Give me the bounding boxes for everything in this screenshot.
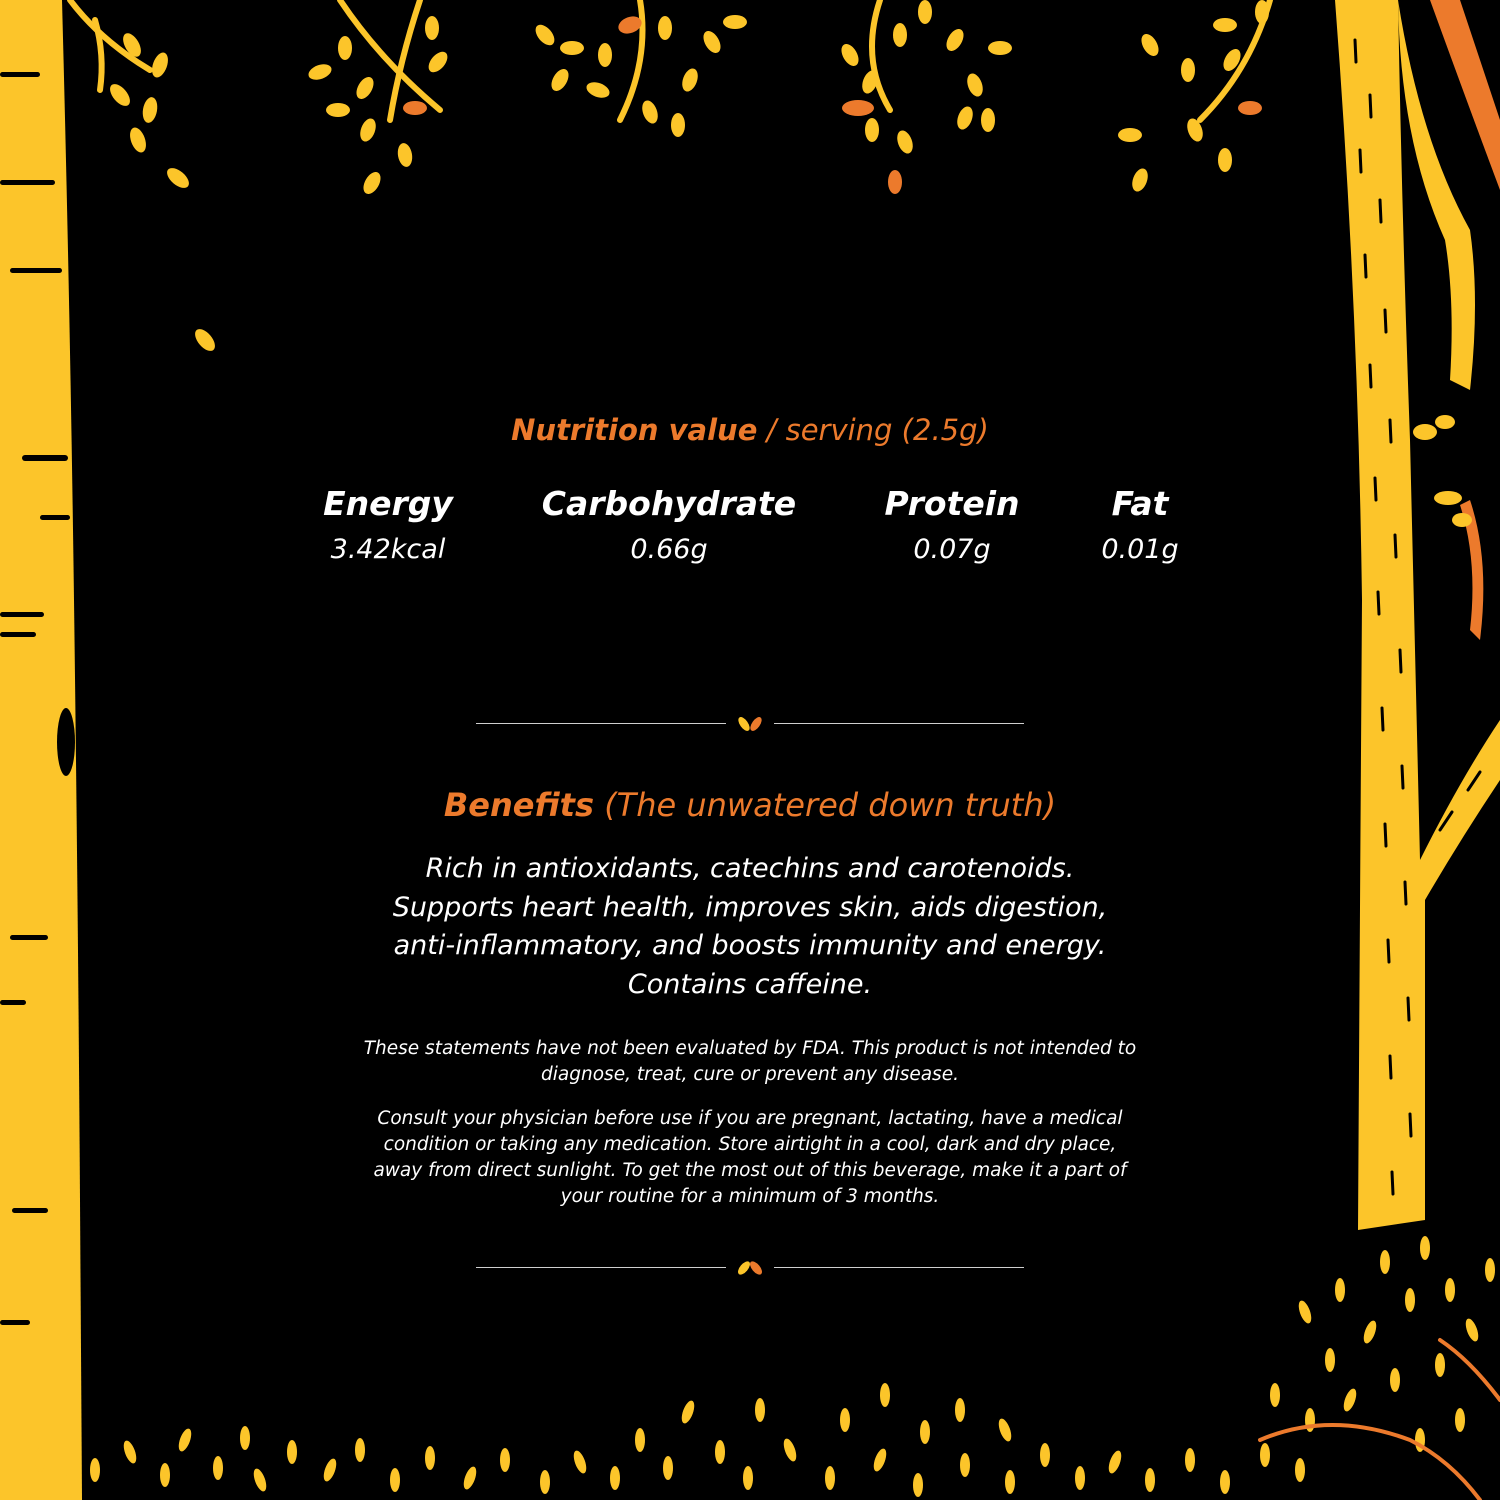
benefits-heading — [0, 784, 1500, 826]
fda-disclaimer — [300, 1036, 1200, 1088]
nutrition-label: Fat — [1111, 484, 1169, 523]
disclaimer-line: These statements have not been evaluated by FDA. This product is not intended to — [363, 1038, 1137, 1059]
divider-line — [774, 723, 1024, 724]
benefits-heading-strong: Benefits — [443, 786, 595, 824]
benefits-text — [300, 850, 1200, 1004]
nutrition-label: Energy — [323, 484, 453, 523]
benefits-line: Contains caffeine. — [627, 968, 873, 1000]
advice-line: your routine for a minimum of 3 months. — [560, 1186, 940, 1207]
nutrition-heading — [0, 412, 1500, 448]
divider-line — [774, 1267, 1024, 1268]
nutrition-value: 0.66g — [630, 534, 708, 565]
benefits-line: anti-inflammatory, and boosts immunity and energy. — [393, 930, 1107, 961]
nutrition-label: Protein — [884, 484, 1020, 523]
usage-advice — [300, 1106, 1200, 1210]
nutrition-heading-strong: Nutrition value — [511, 413, 758, 447]
advice-line: Consult your physician before use if you are pregnant, lactating, have a medical — [377, 1108, 1123, 1129]
nutrition-heading-rest: / serving (2.5g) — [757, 413, 989, 447]
leaf-divider-icon — [734, 1258, 766, 1278]
nutrition-item-energy — [238, 484, 538, 568]
advice-line: condition or taking any medication. Store airtight in a cool, dark and dry place, — [383, 1134, 1117, 1155]
section-divider — [476, 714, 1024, 734]
nutrition-label: Carbohydrate — [541, 484, 797, 523]
benefits-line: Supports heart health, improves skin, aids digestion, — [392, 891, 1108, 923]
leaf-divider-icon — [734, 714, 766, 734]
divider-line — [476, 723, 726, 724]
benefits-line: Rich in antioxidants, catechins and carotenoids. — [425, 853, 1075, 884]
disclaimer-line: diagnose, treat, cure or prevent any disease. — [541, 1064, 959, 1085]
benefits-heading-rest: (The unwatered down truth) — [594, 786, 1057, 824]
nutrition-value: 0.07g — [913, 534, 991, 565]
nutrition-item-fat — [990, 484, 1290, 568]
section-divider — [476, 1258, 1024, 1278]
divider-line — [476, 1267, 726, 1268]
nutrition-value: 3.42kcal — [330, 534, 446, 565]
nutrition-item-carbohydrate — [519, 484, 819, 568]
advice-line: away from direct sunlight. To get the most out of this beverage, make it a part of — [373, 1160, 1127, 1181]
nutrition-value: 0.01g — [1101, 534, 1179, 565]
